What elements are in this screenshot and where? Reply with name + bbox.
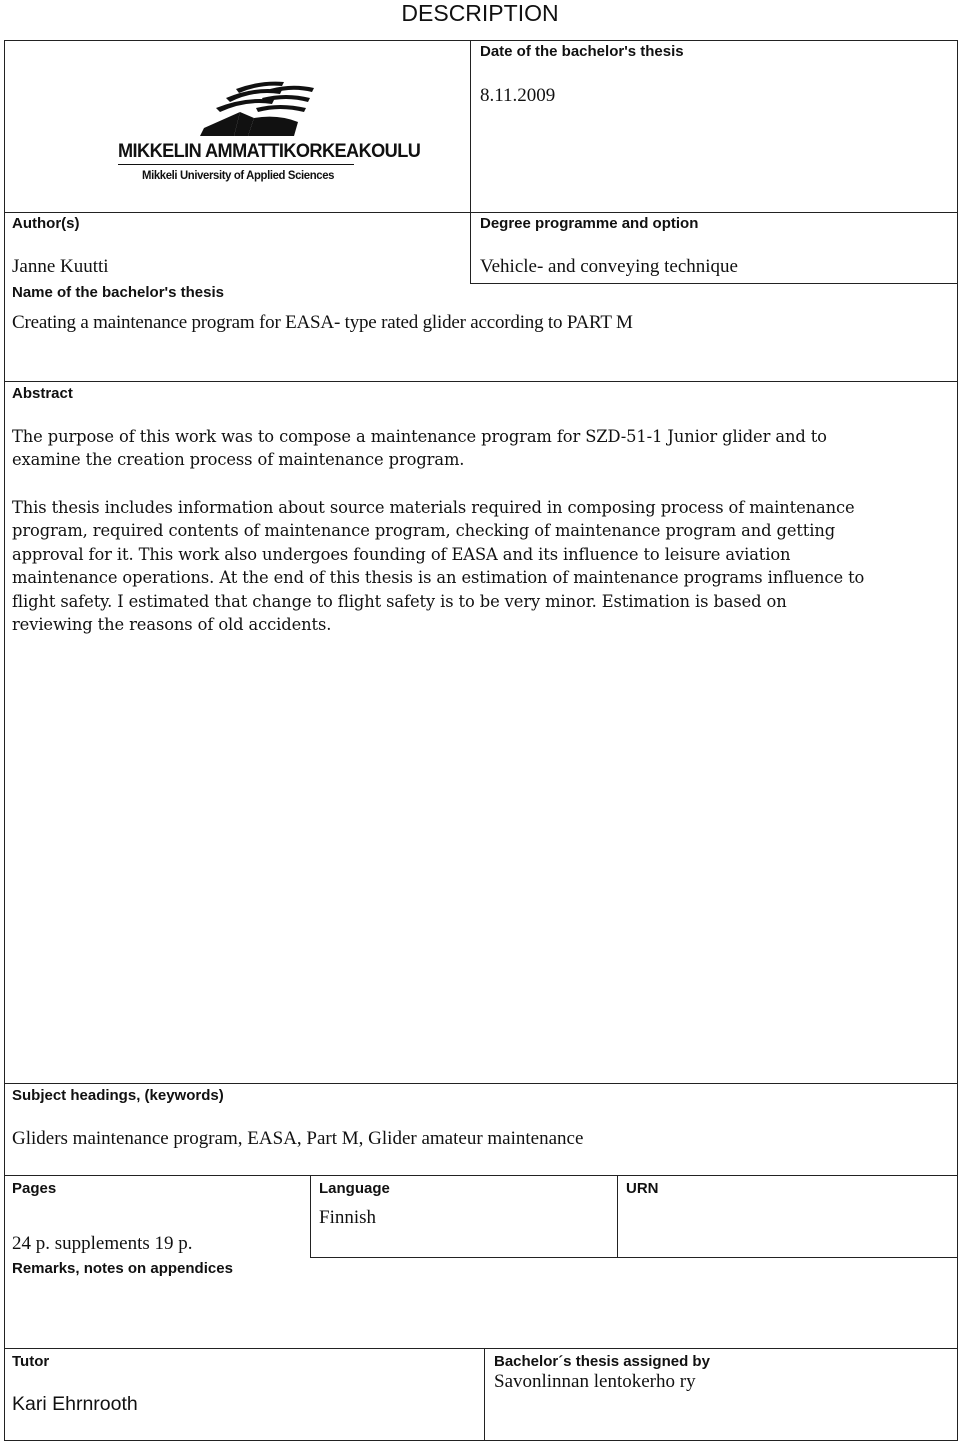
pages-value: 24 p. supplements 19 p. xyxy=(12,1233,193,1254)
date-label: Date of the bachelor's thesis xyxy=(480,43,684,60)
thesis-name-label: Name of the bachelor's thesis xyxy=(12,284,224,301)
logo-name: MIKKELIN AMMATTIKORKEAKOULU xyxy=(118,140,421,162)
assigned-by-value: Savonlinnan lentokerho ry xyxy=(494,1371,696,1392)
language-label: Language xyxy=(319,1180,390,1197)
degree-label: Degree programme and option xyxy=(480,215,699,232)
university-logo xyxy=(118,78,421,188)
thesis-name-value: Creating a maintenance program for EASA- type rated glider according to PART M xyxy=(12,312,633,333)
abstract-paragraph-1 xyxy=(12,425,948,472)
pages-label: Pages xyxy=(12,1180,57,1197)
page-title: DESCRIPTION xyxy=(401,0,559,26)
abstract-line: The purpose of this work was to compose a maintenance program for SZD-51-1 Junior glider and to xyxy=(12,427,827,446)
logo-subtitle: Mikkeli University of Applied Sciences xyxy=(142,168,335,182)
assigned-by-label: Bachelor´s thesis assigned by xyxy=(494,1353,710,1370)
logo-divider xyxy=(118,164,354,165)
abstract-line: examine the creation process of maintenance program. xyxy=(12,450,465,470)
author-label: Author(s) xyxy=(12,215,80,232)
keywords-value: Gliders maintenance program, EASA, Part M, Glider amateur maintenance xyxy=(12,1128,584,1149)
degree-value: Vehicle- and conveying technique xyxy=(480,256,738,277)
urn-label: URN xyxy=(626,1180,659,1197)
abstract-line: This thesis includes information about source materials required in composing process of maintenance xyxy=(12,498,855,517)
remarks-label: Remarks, notes on appendices xyxy=(12,1260,233,1277)
logo-mark-icon xyxy=(196,78,346,138)
tutor-value: Kari Ehrnrooth xyxy=(12,1393,138,1415)
abstract-line: reviewing the reasons of old accidents. xyxy=(12,615,332,635)
abstract-line: flight safety. I estimated that change to flight safety is to be very minor. Estimation is based on xyxy=(12,591,787,611)
date-value: 8.11.2009 xyxy=(480,85,556,106)
author-value: Janne Kuutti xyxy=(12,256,109,277)
abstract-line: program, required contents of maintenance program, checking of maintenance program and getting xyxy=(12,521,836,541)
abstract-paragraph-2 xyxy=(12,496,948,636)
abstract-label: Abstract xyxy=(12,385,73,402)
tutor-label: Tutor xyxy=(12,1353,50,1370)
keywords-label: Subject headings, (keywords) xyxy=(12,1087,224,1104)
abstract-line: maintenance operations. At the end of this thesis is an estimation of maintenance programs influence to xyxy=(12,568,865,588)
language-value: Finnish xyxy=(319,1207,377,1228)
abstract-line: approval for it. This work also undergoes founding of EASA and its influence to leisure aviation xyxy=(12,544,791,564)
